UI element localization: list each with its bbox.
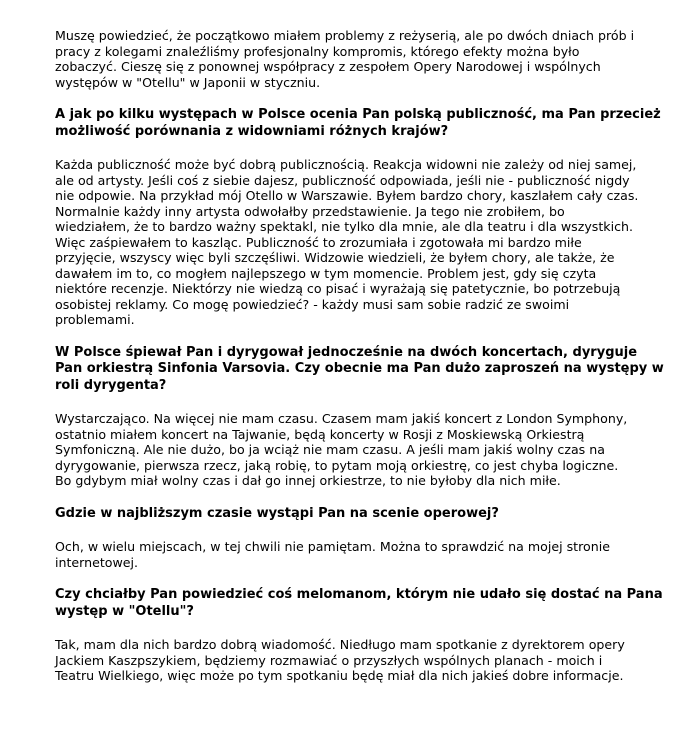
- interview-article: [55, 28, 675, 701]
- intro-paragraph: Muszę powiedzieć, że początkowo miałem problemy z reżyserią, ale po dwóch dniach prób i pracy z kolegami znaleźliśmy profesjonalny kompromis, którego efekty można było zobaczyć. Cieszę się z ponownej współpracy z zespołem Opery Narodowej i wspólnych występów w "Otellu" w Japonii w styczniu.: [55, 28, 635, 90]
- answer-2: Wystarczająco. Na więcej nie mam czasu. Czasem mam jakiś koncert z London Symphony, ostatnio miałem koncert na Tajwanie, będą koncerty w Rosji z Moskiewską Orkiestrą Symfoniczną. Ale nie dużo, bo ja wciąż nie mam czasu. A jeśli mam jakiś wolny czas na dyrygowanie, pierwsza rzecz, jaką robię, to pytam moją orkiestrę, co jest chyba logiczne. Bo gdybym miał wolny czas i dał go innej orkiestrze, to nie byłoby dla nich miłe.: [55, 411, 628, 488]
- question-4: Czy chciałby Pan powiedzieć coś melomanom, którym nie udało się dostać na Pana występ w "Otellu"?: [55, 587, 663, 619]
- question-1: A jak po kilku występach w Polsce ocenia Pan polską publiczność, ma Pan przecież możliwość porównania z widowniami różnych krajów?: [55, 107, 661, 139]
- answer-1: Każda publiczność może być dobrą publicznością. Reakcja widowni nie zależy od niej samej, ale od artysty. Jeśli coś z siebie dajesz, publiczność odpowiada, jeśli nie - publiczność nigdy nie odpowie. Na przykład mój Otello w Warszawie. Byłem bardzo chory, kaszlałem cały czas. Normalnie każdy inny artysta odwołałby przedstawienie. Ja tego nie zrobiłem, bo wiedziałem, że to bardzo ważny spektakl, nie tylko dla mnie, ale dla teatru i dla wszystkich. Więc zaśpiewałem to kaszląc. Publiczność to zrozumiała i zgotowała mi bardzo miłe przyjęcie, wszyscy więc byli szczęśliwi. Widzowie wiedzieli, że byłem chory, ale także, że dawałem im to, co mogłem najlepszego w tym momencie. Problem jest, gdy się czyta niektóre recenzje. Niektórzy nie wiedzą co pisać i wyrażają się patetycznie, bo potrzebują osobistej reklamy. Co mogę powiedzieć? - każdy musi sam sobie radzić ze swoimi problemami.: [55, 157, 639, 327]
- answer-3: Och, w wielu miejscach, w tej chwili nie pamiętam. Można to sprawdzić na mojej stronie internetowej.: [55, 539, 610, 570]
- question-2: W Polsce śpiewał Pan i dyrygował jednocześnie na dwóch koncertach, dyryguje Pan orkiestrą Sinfonia Varsovia. Czy obecnie ma Pan dużo zaproszeń na występy w roli dyrygenta?: [55, 344, 664, 393]
- question-3: Gdzie w najbliższym czasie wystąpi Pan na scenie operowej?: [55, 505, 499, 521]
- answer-4: Tak, mam dla nich bardzo dobrą wiadomość. Niedługo mam spotkanie z dyrektorem opery Jackiem Kaszpszykiem, będziemy rozmawiać o przyszłych wspólnych planach - moich i Teatru Wielkiego, więc może po tym spotkaniu będę miał dla nich jakieś dobre informacje.: [55, 637, 625, 683]
